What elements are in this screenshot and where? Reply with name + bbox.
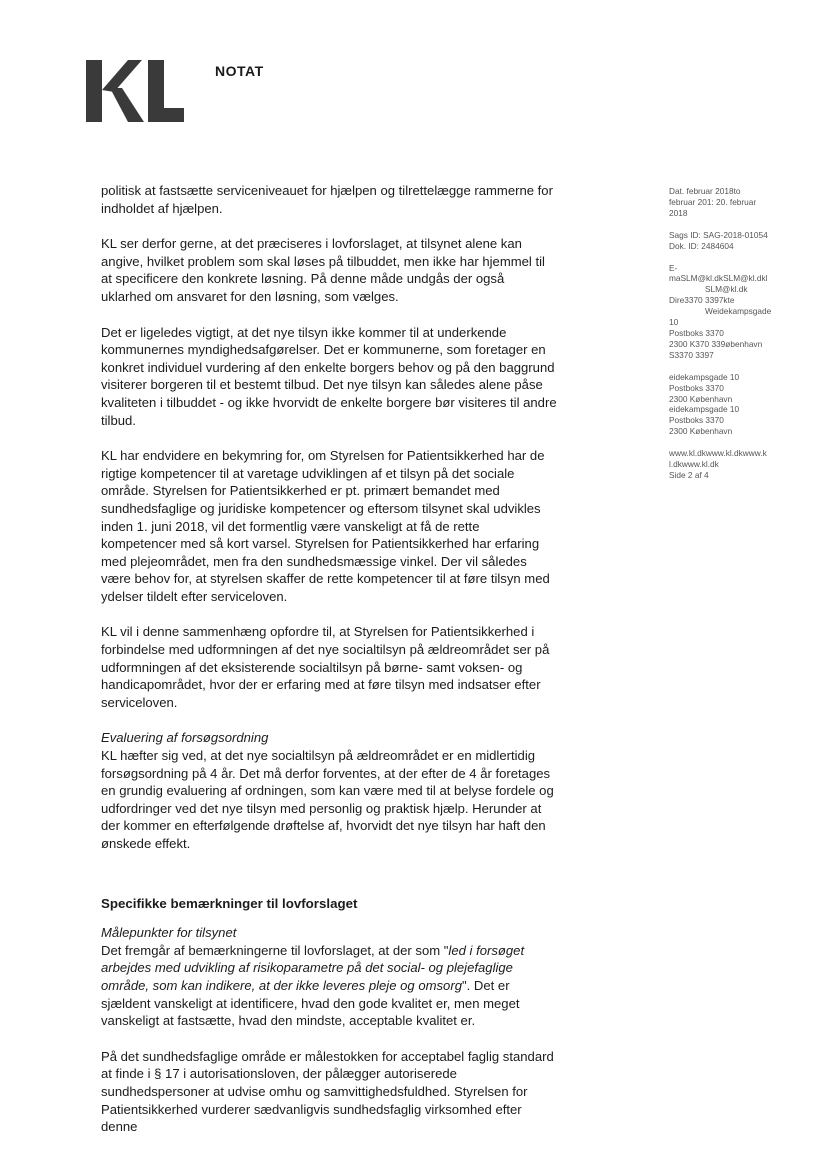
contact-line: Postboks 3370	[669, 327, 724, 338]
paragraph: Det er ligeledes vigtigt, at det nye tilsyn ikke kommer til at underkende kommunernes myndighedsafgørelser. Det er kommunerne, som foretager en konkret individuel vurdering af den enkelte borgers behov og på den baggrund visiterer borgeren til et bestemt tilbud. Det nye tilsyn kan således alene påse kvaliteten i tilbuddet - og ikke hvorvidt de enkelte borgere bør visiteres til andre tilbud.	[101, 324, 557, 428]
address-line: eidekampsgade 10	[669, 371, 740, 382]
paragraph: På det sundhedsfaglige område er målestokken for acceptabel faglig standard at finde i § 17 i autorisationsloven, der pålægger autoriserede sundhedspersoner at udvise omhu og samvittighedsfuldhed. Styrelsen for Patientsikkerhed vurderer sædvanligvis sundhedsfaglig virksomhed efter denne	[101, 1048, 554, 1135]
address-line: Postboks 3370	[669, 382, 724, 393]
paragraph: politisk at fastsætte serviceniveauet for hjælpen og tilrettelægge rammerne for indholdet af hjælpen.	[101, 183, 553, 216]
date-line: Dat. februar 2018to	[669, 186, 741, 196]
contact-line: Weidekampsgade	[705, 306, 772, 317]
case-block	[669, 230, 789, 252]
paragraph-text: ". Det er sjældent vanskeligt at identificere, hvad den gode kvalitet er, men meget vanskeligt at fastsætte, hvad den mindste, acceptable kvalitet er.	[101, 977, 520, 1029]
quoted-text: led i forsøget arbejdes med udvikling af risikoparametre på det social- og plejefaglige område, som kan indikere, at der ikke leveres pleje og omsorg	[101, 942, 525, 993]
contact-email[interactable]: maSLM@kl.dkSLM@kl.dkl	[669, 273, 768, 284]
contact-block	[669, 263, 789, 361]
address-block	[669, 372, 789, 437]
paragraph: KL vil i denne sammenhæng opfordre til, at Styrelsen for Patientsikkerhed i forbindelse med udformningen af det nye socialtilsyn på ældreområdet ser på udformningen af det eksisterende socialtilsyn på børne- samt voksen- og handicapområdet, hvor der er erfaring med at føre tilsyn med indsatser efter serviceloven.	[101, 624, 550, 710]
subheading: Målepunkter for tilsynet	[101, 925, 237, 941]
paragraph-text: Det fremgår af bemærkningerne til lovforslaget, at der som "	[101, 942, 449, 958]
contact-email[interactable]: SLM@kl.dk	[705, 284, 748, 295]
date-block	[669, 186, 789, 219]
web-block	[669, 448, 789, 481]
paragraph-with-quote	[101, 942, 557, 1030]
contact-line: 10	[669, 317, 679, 328]
page-number: Side 2 af 4	[669, 469, 709, 480]
document-body	[101, 182, 557, 1136]
doc-id: Dok. ID: 2484604	[669, 240, 734, 251]
kl-logo	[86, 60, 186, 122]
paragraph: KL hæfter sig ved, at det nye socialtilsyn på ældreområdet er en midlertidig forsøgsordning på 4 år. Det må derfor forventes, at der efter de 4 år foretages en grundig evaluering af ordningen, som kan være med til at belyse fordele og udfordringer ved det nye tilsyn med personlig og praktisk hjælp. Herunder at der kommer en efterfølgende drøftelse af, hvorvidt det nye tilsyn har haft den ønskede effekt.	[101, 748, 554, 851]
contact-phone: Dire3370 3397kte	[669, 295, 735, 306]
contact-line: E-	[669, 262, 678, 273]
document-type: NOTAT	[215, 63, 264, 79]
sidebar-metadata	[669, 186, 789, 492]
date-line: februar 201: 20. februar	[669, 196, 757, 207]
paragraph: KL har endvidere en bekymring for, om Styrelsen for Patientsikkerhed har de rigtige kompetencer til at varetage udviklingen af et tilsyn på det sociale område. Styrelsen for Patientsikkerhed er pt. primært bemandet med sundhedsfaglige og juridiske kompetencer og eftersom tilsynet skal udvikles inden 1. juni 2018, vil det formentlig være vanskeligt at få de rette kompetencer med så kort varsel. Styrelsen for Patientsikkerhed har erfaring med plejeområdet, men fra den sundhedsmæssige vinkel. Der vil således være behov for, at styrelsen skaffer de rette kompetencer til at føre tilsyn med ydelser tildelt efter serviceloven.	[101, 448, 550, 604]
paragraph: KL ser derfor gerne, at det præciseres i lovforslaget, at tilsynet alene kan angive, hvilket problem som skal løses på tilbuddet, men ikke har hjemmel til at specificere den konkrete løsning. På denne måde undgås der også uklarhed om ansvaret for den løsning, som vælges.	[101, 236, 545, 304]
address-line: 2300 København	[669, 393, 733, 404]
case-id: Sags ID: SAG-2018-01054	[669, 229, 768, 240]
website-link[interactable]: www.kl.dkwww.kl.dkwww.k	[669, 448, 767, 459]
address-line: 2300 København	[669, 426, 733, 437]
contact-line: S3370 3397	[669, 349, 714, 360]
website-link[interactable]: l.dkwww.kl.dk	[669, 459, 719, 470]
subheading: Evaluering af forsøgsordning	[101, 730, 269, 746]
date-line: 2018	[669, 207, 688, 218]
contact-line: 2300 K370 339øbenhavn	[669, 338, 763, 349]
address-line: Postboks 3370	[669, 415, 724, 426]
section-heading: Specifikke bemærkninger til lovforslaget	[101, 895, 358, 911]
address-line: eidekampsgade 10	[669, 404, 740, 415]
